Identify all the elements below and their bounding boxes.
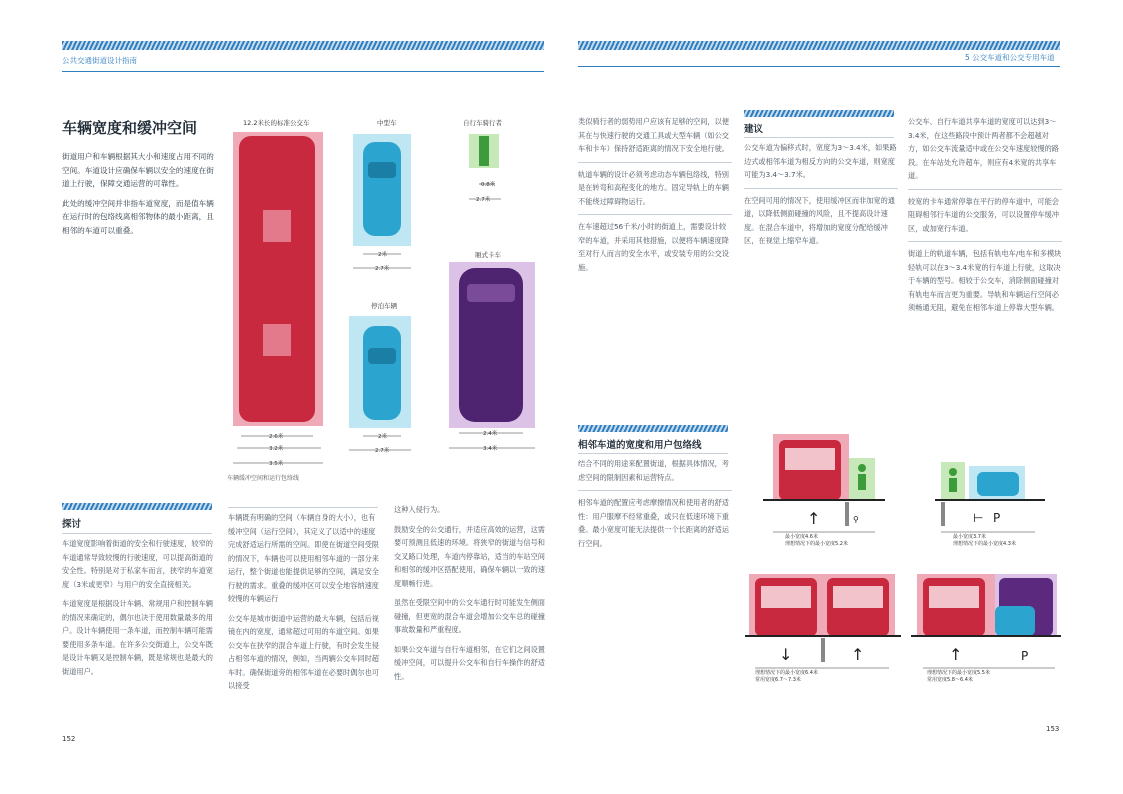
bus-body	[239, 136, 315, 422]
advice-text	[744, 141, 898, 254]
discuss-col-2	[228, 511, 380, 699]
col2-rule	[228, 507, 378, 508]
s1-dim-2: 理想情况下的最小宽度5.2米	[785, 541, 848, 547]
mid-dim-2: 2.7米	[375, 266, 390, 272]
bus-dim-1: 2.6米	[269, 434, 284, 440]
body-paragraph: 在车速超过56千米/小时的街道上，需要设计较窄的车道，并采用其他措施，以便将车辆速度降至对行人而言的安全水平，或安装专用的公交设施。	[578, 222, 729, 272]
discuss-paragraph: 车辆既有明确的空间（车辆自身的大小），也有缓冲空间（运行空间），其定义了以适中的速度完成舒适运行所需的空间。即使在街道空间受限的情况下，车辆也可以使用相邻车道的一部分来运行，整个街道也能提供足够的空间，满足安全行驶的需求。重叠的缓冲区可以安全地容纳速度较慢的车辆运行	[228, 513, 379, 603]
scenario-4	[911, 574, 1061, 683]
intro-text	[62, 150, 215, 243]
adjacent-paragraph: 结合不同的用途来配置街道，根据具体情况，考虑空间的限制因素和运营特点。	[578, 459, 729, 482]
s3-dim-2: 常用宽度6.7～7.3米	[755, 677, 801, 683]
advice-title: 建议	[744, 124, 764, 135]
svg-text:↑: ↑	[851, 645, 865, 664]
intro-paragraph: 街道用户和车辆根据其大小和速度占用不同的空间。车道设计应确保车辆以安全的速度在街道上行驶，保障交通运营的可靠性。	[62, 152, 214, 188]
discuss-col-1	[62, 537, 214, 684]
scenario-1	[763, 434, 885, 547]
discuss-rule	[62, 533, 212, 534]
right-header-title: 5 公交车道和公交专用车道	[965, 53, 1055, 62]
s1-dim-1: 最小宽度4.6米	[785, 534, 818, 540]
advice-rule	[744, 137, 894, 138]
discuss-paragraph: 鼓励安全的公交通行，并适应高效的运营，这需要可预测且低速的环境。将狭窄的街道与信号和交叉路口处理，车道内停靠站，适当的车站空间和相邻的缓冲区搭配使用，确保车辆以一致的速度顺畅行进。	[394, 524, 545, 588]
s2-dim-2: 理想情况下的最小宽度4.3米	[953, 541, 1016, 547]
right-page-number: 153	[1046, 725, 1060, 733]
body-paragraph: 公交车、自行车道共享车道的宽度可以达到3～3.4米，在这些路段中预计两者都不会超越对方，如公交车流量适中或在公交车速度较慢的路段。在车站处允许超车，则应有4米宽的共享车道。	[908, 117, 1059, 180]
parked-dim-2: 2.7米	[375, 448, 390, 454]
svg-text:P: P	[1021, 649, 1029, 663]
lane-scenario-diagrams	[745, 428, 1065, 698]
svg-text:↓: ↓	[779, 645, 793, 664]
parked-car-label: 停泊车辆	[371, 302, 397, 310]
discuss-paragraph: 车道宽度影响着街道的安全和行驶速度，较窄的车道通常导致较慢的行驶速度，可以提高街道的安全性。特别是对于私家车而言，狭窄的车道宽度（3米或更窄）与用户的安全直接相关。	[62, 539, 213, 589]
advice-paragraph: 公交车道为偏移式时，宽度为3～3.4米，如果路边式或相邻车道为相反方向的公交车道，则宽度可能为3.4～3.7米。	[744, 143, 897, 179]
svg-text:⚲: ⚲	[853, 515, 859, 524]
advice-paragraph: 在空间可用的情况下，使用缓冲区而非加宽的通道，以降低侧面碰撞的风险，且不提高设计速度。在混合车道中，将增加的宽度分配给缓冲区，在视觉上缩窄车道。	[744, 195, 895, 245]
discuss-paragraph: 车道宽度是根据设计车辆、常规用户和控制车辆的情况来确定的，偶尔也决于使用数量最多的用户。设计车辆使用一条车道，而控制车辆可能需要使用多条车道。在许多公交街道上，公交车既是设计车辆又是控制车辆，既是常规也是最大的街道用户。	[62, 599, 213, 676]
left-header-hatch	[62, 41, 544, 50]
mid-dim-1: 2米	[378, 252, 387, 258]
adjacent-title: 相邻车道的宽度和用户包络线	[578, 440, 702, 451]
parked-dim-1: 2米	[378, 434, 387, 440]
scenario-2	[935, 462, 1045, 547]
box-truck-label: 厢式卡车	[475, 251, 501, 259]
adjacent-hatch	[578, 425, 728, 432]
right-header-hatch	[578, 41, 1060, 50]
discuss-title: 探讨	[62, 519, 82, 530]
intro-title: 车辆宽度和缓冲空间	[62, 119, 198, 137]
left-page-number: 152	[62, 735, 76, 743]
s4-dim-2: 常用宽度5.8～6.4米	[927, 677, 973, 683]
bike-label: 自行车骑行者	[463, 119, 502, 127]
s2-dim-1: 最小宽度3.7米	[953, 534, 986, 540]
s3-dim-1: 理想情况下的最小宽度6.4米	[755, 670, 818, 676]
svg-text:↑: ↑	[949, 645, 963, 664]
box-dim-1: 2.4米	[483, 431, 498, 437]
right-header-rule	[578, 66, 1060, 67]
s4-dim-1: 理想情况下的最小宽度5.5米	[927, 670, 990, 676]
body-paragraph: 较宽的卡车通常停靠在平行的停车道中，可能会阻碍相邻行车道的公交服务，可以设置停车缓冲区，或加宽行车道。	[908, 196, 1059, 233]
mid-car-body	[363, 142, 401, 236]
scenario-3	[745, 574, 901, 683]
body-paragraph: 类似骑行者的弱势用户应该有足够的空间，以便其在与快速行驶的交通工具或大型车辆（如公交车和卡车）保持舒适距离的情况下安全地行驶。	[578, 117, 729, 153]
discuss-paragraph: 虽然在受限空间中的公交车通行时可能发生侧面碰撞，但更宽的混合车道会增加公交车总的碰撞事故数量和严重程度。	[394, 598, 545, 634]
left-header-title: 公共交通街道设计指南	[62, 56, 137, 65]
adjacent-text	[578, 457, 732, 556]
svg-text:⊢: ⊢	[973, 511, 984, 525]
bus-dim-2: 3.2米	[269, 446, 284, 452]
right-col-3	[908, 115, 1062, 321]
bike-dim-2: 2.7米	[476, 197, 491, 203]
discuss-paragraph: 公交车是城市街道中运营的最大车辆，包括后视镜在内的宽度，通常超过可用的车道空间。如果公交车在狭窄的混合车道上行驶，有时会发生侵占相邻车道的情况，例如，当两辆公交车同时超车时。确保街道旁的相邻车道在必要时偶尔也可以接受	[228, 613, 379, 690]
advice-hatch	[744, 110, 894, 117]
mid-car-label: 中型车	[377, 119, 397, 127]
right-col-1	[578, 115, 732, 280]
bike-body	[479, 136, 489, 166]
adjacent-rule	[578, 453, 728, 454]
svg-text:↑: ↑	[807, 509, 821, 528]
discuss-col-3	[394, 503, 546, 689]
adjacent-paragraph: 相邻车道的配置应考虑摩擦情况和使用者的舒适性：用户服摩不经常重叠，或只在低速环境下重叠。最小宽度可能无法提供一个长距离的舒适运行空间。	[578, 498, 729, 548]
left-header-rule	[62, 71, 544, 72]
discuss-paragraph: 这种入侵行为。	[394, 505, 445, 514]
discuss-paragraph: 如果公交车道与自行车道相邻，在它们之间设置缓冲空间，可以提升公交车和自行车操作的舒适性。	[394, 644, 545, 681]
body-paragraph: 轨道车辆的设计必须考虑动态车辆包络线，特别是在转弯和高程变化的地方。固定导轨上的车辆不能绕过障碍物运行。	[578, 169, 729, 206]
diagram-caption: 车辆缓冲空间和运行包络线	[227, 475, 300, 482]
bike-dim-1: 0.8米	[481, 182, 496, 188]
svg-text:P: P	[993, 511, 1001, 525]
parked-car-body	[363, 326, 401, 420]
vehicle-envelope-diagram	[225, 112, 545, 492]
box-dim-2: 3.4米	[483, 446, 498, 452]
intro-paragraph: 此处的缓冲空间并非指车道宽度，而是值车辆在运行时的包络线离相邻物体的最小距离，且相邻的车道可以重叠。	[62, 198, 214, 235]
body-paragraph: 街道上的轨道车辆，包括有轨电车/电车和多模块轻轨可以在3～3.4米宽的行车道上行驶，这取决于车辆的型号。相较于公交车，消除侧面碰撞对有轨电车而言更为重要。导轨和车辆运行空间必须畅通无阻，避免在相邻车道上停靠大型车辆。	[908, 249, 1062, 312]
bus-dim-3: 3.5米	[269, 461, 284, 467]
bus-label: 12.2米长的标准公交车	[243, 119, 310, 127]
discuss-hatch	[62, 503, 212, 510]
